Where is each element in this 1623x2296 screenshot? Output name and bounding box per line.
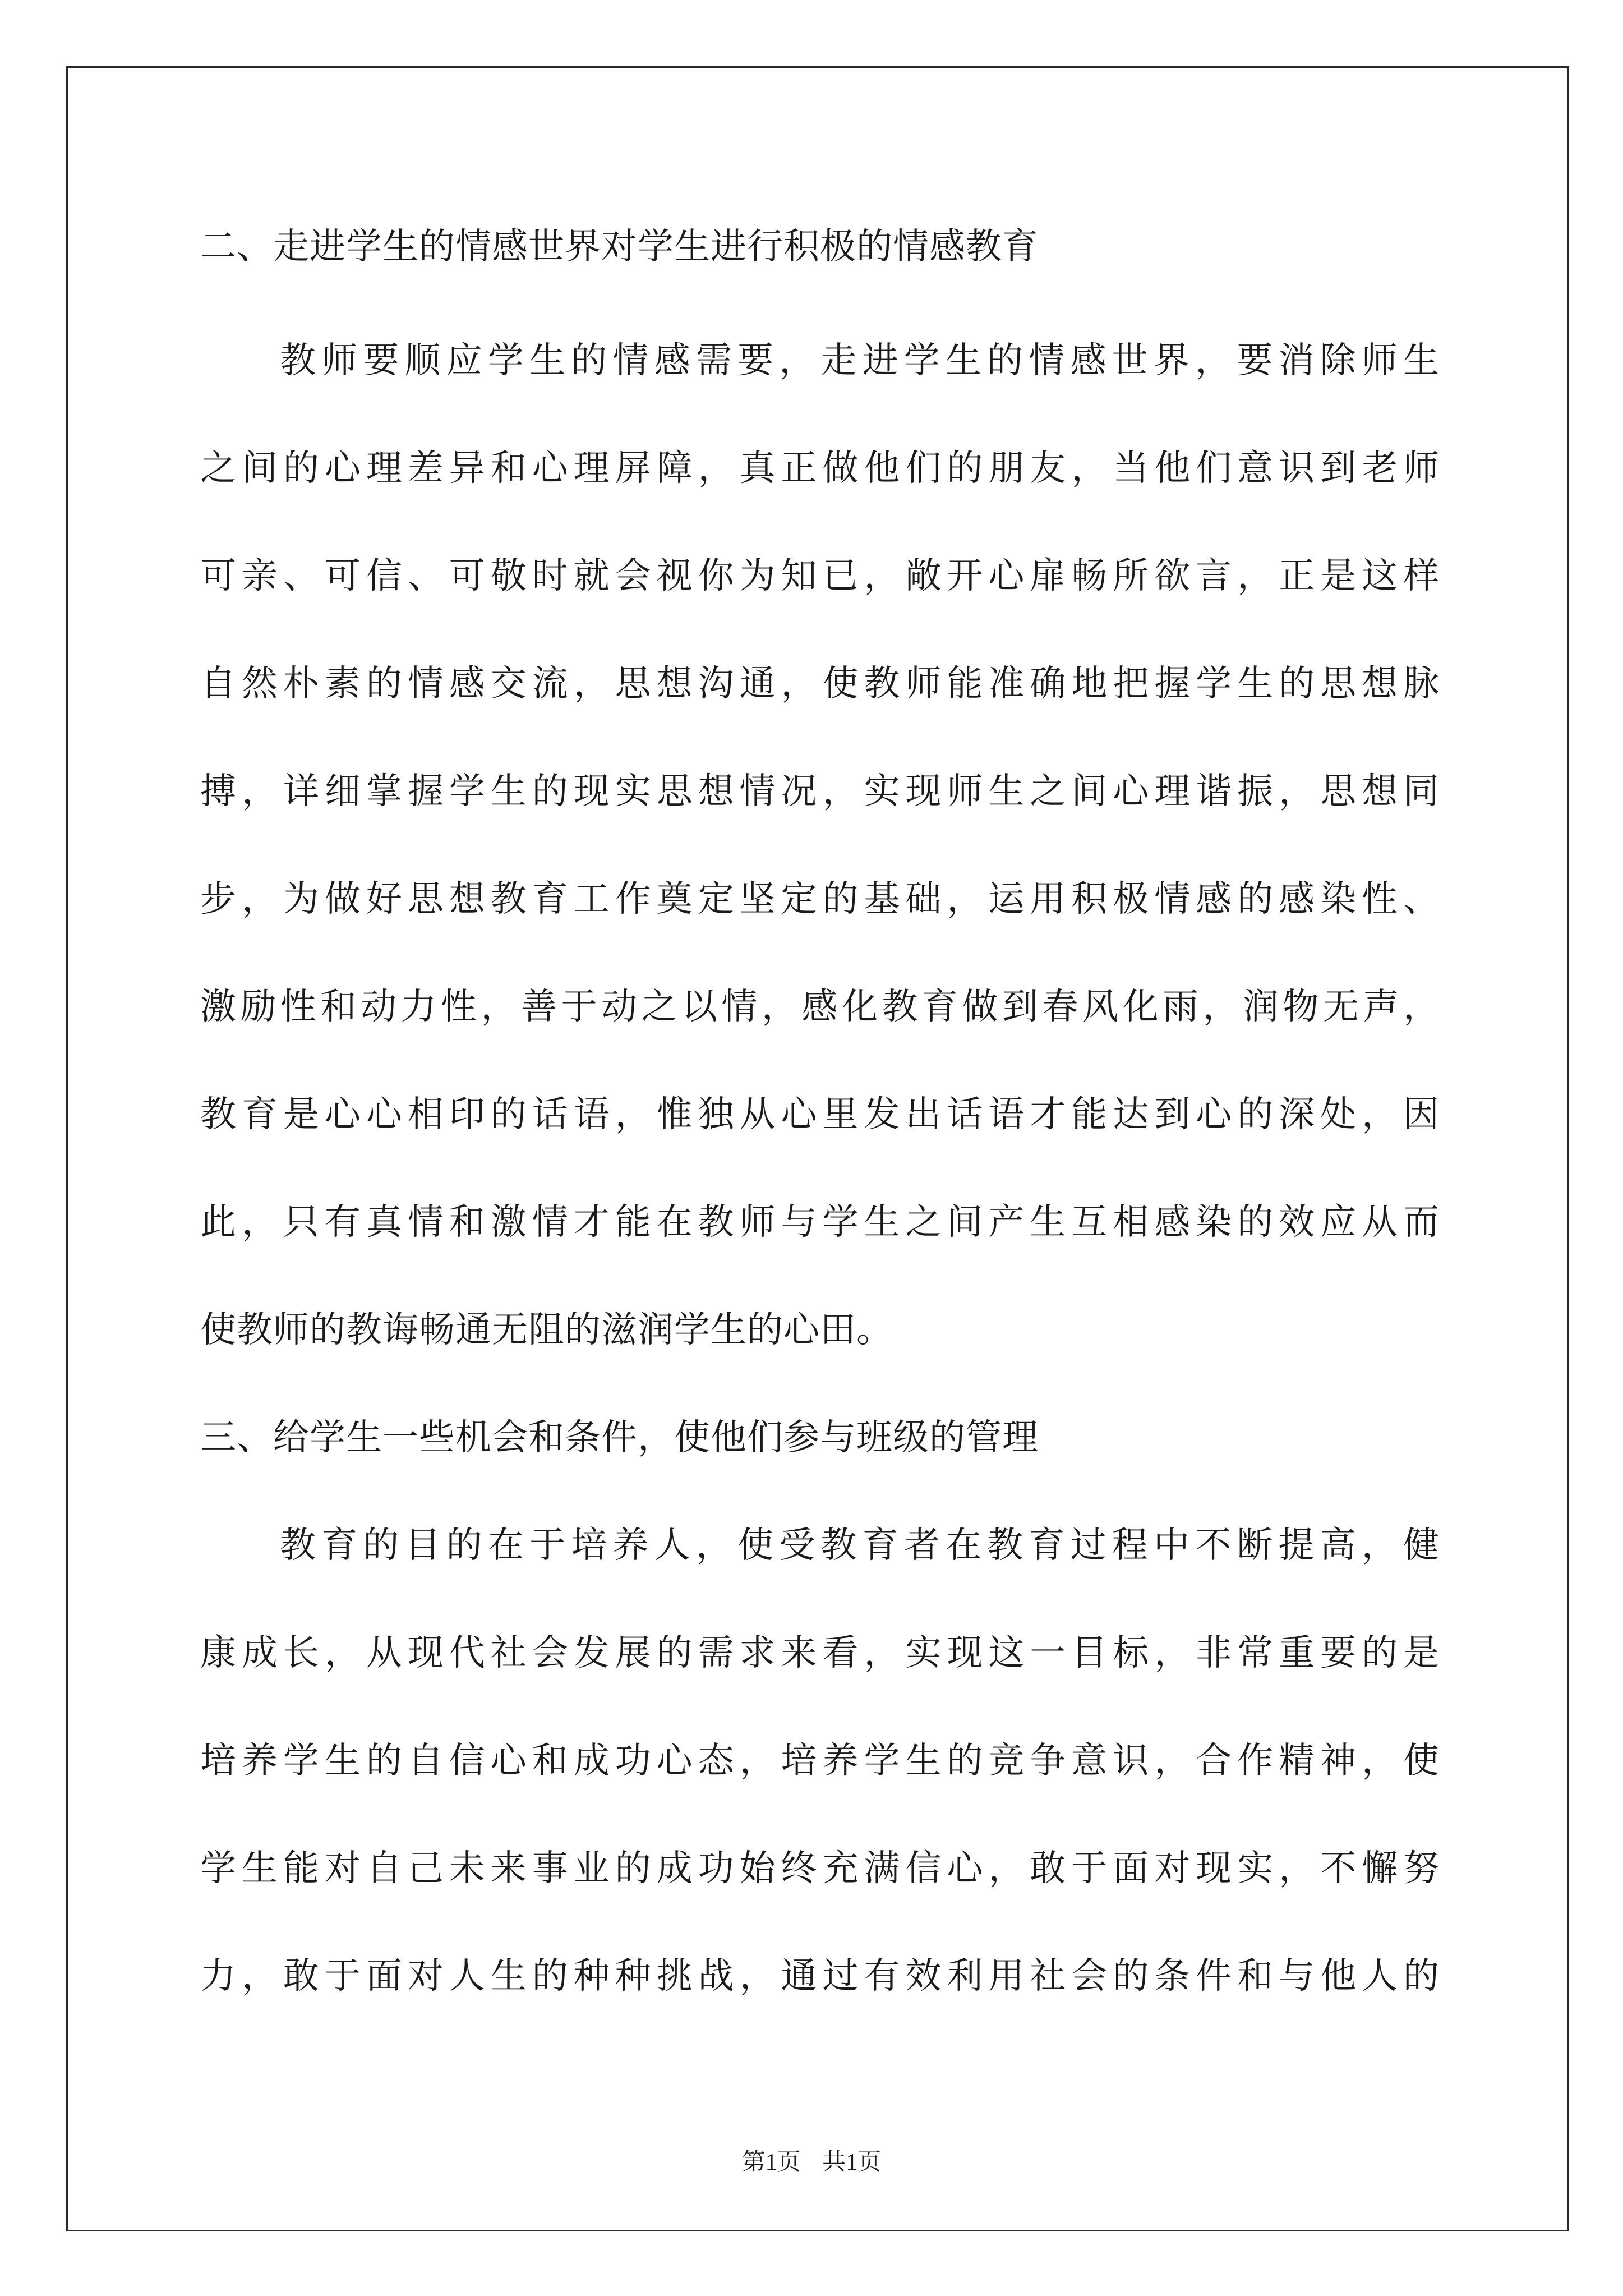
paragraph-line: 之间的心理差异和心理屏障，真正做他们的朋友，当他们意识到老师 — [200, 448, 1440, 489]
page-border — [66, 66, 1569, 2231]
paragraph-line: 激励性和动力性，善于动之以情，感化教育做到春风化雨，润物无声， — [200, 986, 1440, 1028]
paragraph-line: 力，敢于面对人生的种种挑战，通过有效利用社会的条件和与他人的 — [200, 1955, 1440, 1997]
paragraph-line: 学生能对自己未来事业的成功始终充满信心，敢于面对现实，不懈努 — [200, 1848, 1440, 1889]
paragraph-line: 教师要顺应学生的情感需要，走进学生的情感世界，要消除师生 — [280, 340, 1440, 381]
paragraph-line: 教育是心心相印的话语，惟独从心里发出话语才能达到心的深处，因 — [200, 1094, 1440, 1135]
paragraph-line: 可亲、可信、可敬时就会视你为知已，敞开心扉畅所欲言，正是这样 — [200, 555, 1440, 597]
paragraph-line: 使教师的教诲畅通无阻的滋润学生的心田。 — [200, 1309, 893, 1351]
section-heading-3: 三、给学生一些机会和条件，使他们参与班级的管理 — [200, 1417, 1039, 1458]
paragraph-line: 此，只有真情和激情才能在教师与学生之间产生互相感染的效应从而 — [200, 1202, 1440, 1243]
page-total: 共1页 — [822, 2150, 882, 2175]
paragraph-line: 搏，详细掌握学生的现实思想情况，实现师生之间心理谐振，思想同 — [200, 771, 1440, 812]
page-number: 第1页 — [741, 2150, 801, 2175]
section-heading-2: 二、走进学生的情感世界对学生进行积极的情感教育 — [200, 226, 1039, 268]
page-footer — [0, 2146, 1623, 2179]
paragraph-line: 培养学生的自信心和成功心态，培养学生的竞争意识，合作精神，使 — [200, 1740, 1440, 1782]
paragraph-line: 步，为做好思想教育工作奠定坚定的基础，运用积极情感的感染性、 — [200, 878, 1440, 920]
paragraph-line: 康成长，从现代社会发展的需求来看，实现这一目标，非常重要的是 — [200, 1632, 1440, 1674]
paragraph-line: 自然朴素的情感交流，思想沟通，使教师能准确地把握学生的思想脉 — [200, 663, 1440, 705]
paragraph-line: 教育的目的在于培养人，使受教育者在教育过程中不断提高，健 — [280, 1525, 1440, 1566]
